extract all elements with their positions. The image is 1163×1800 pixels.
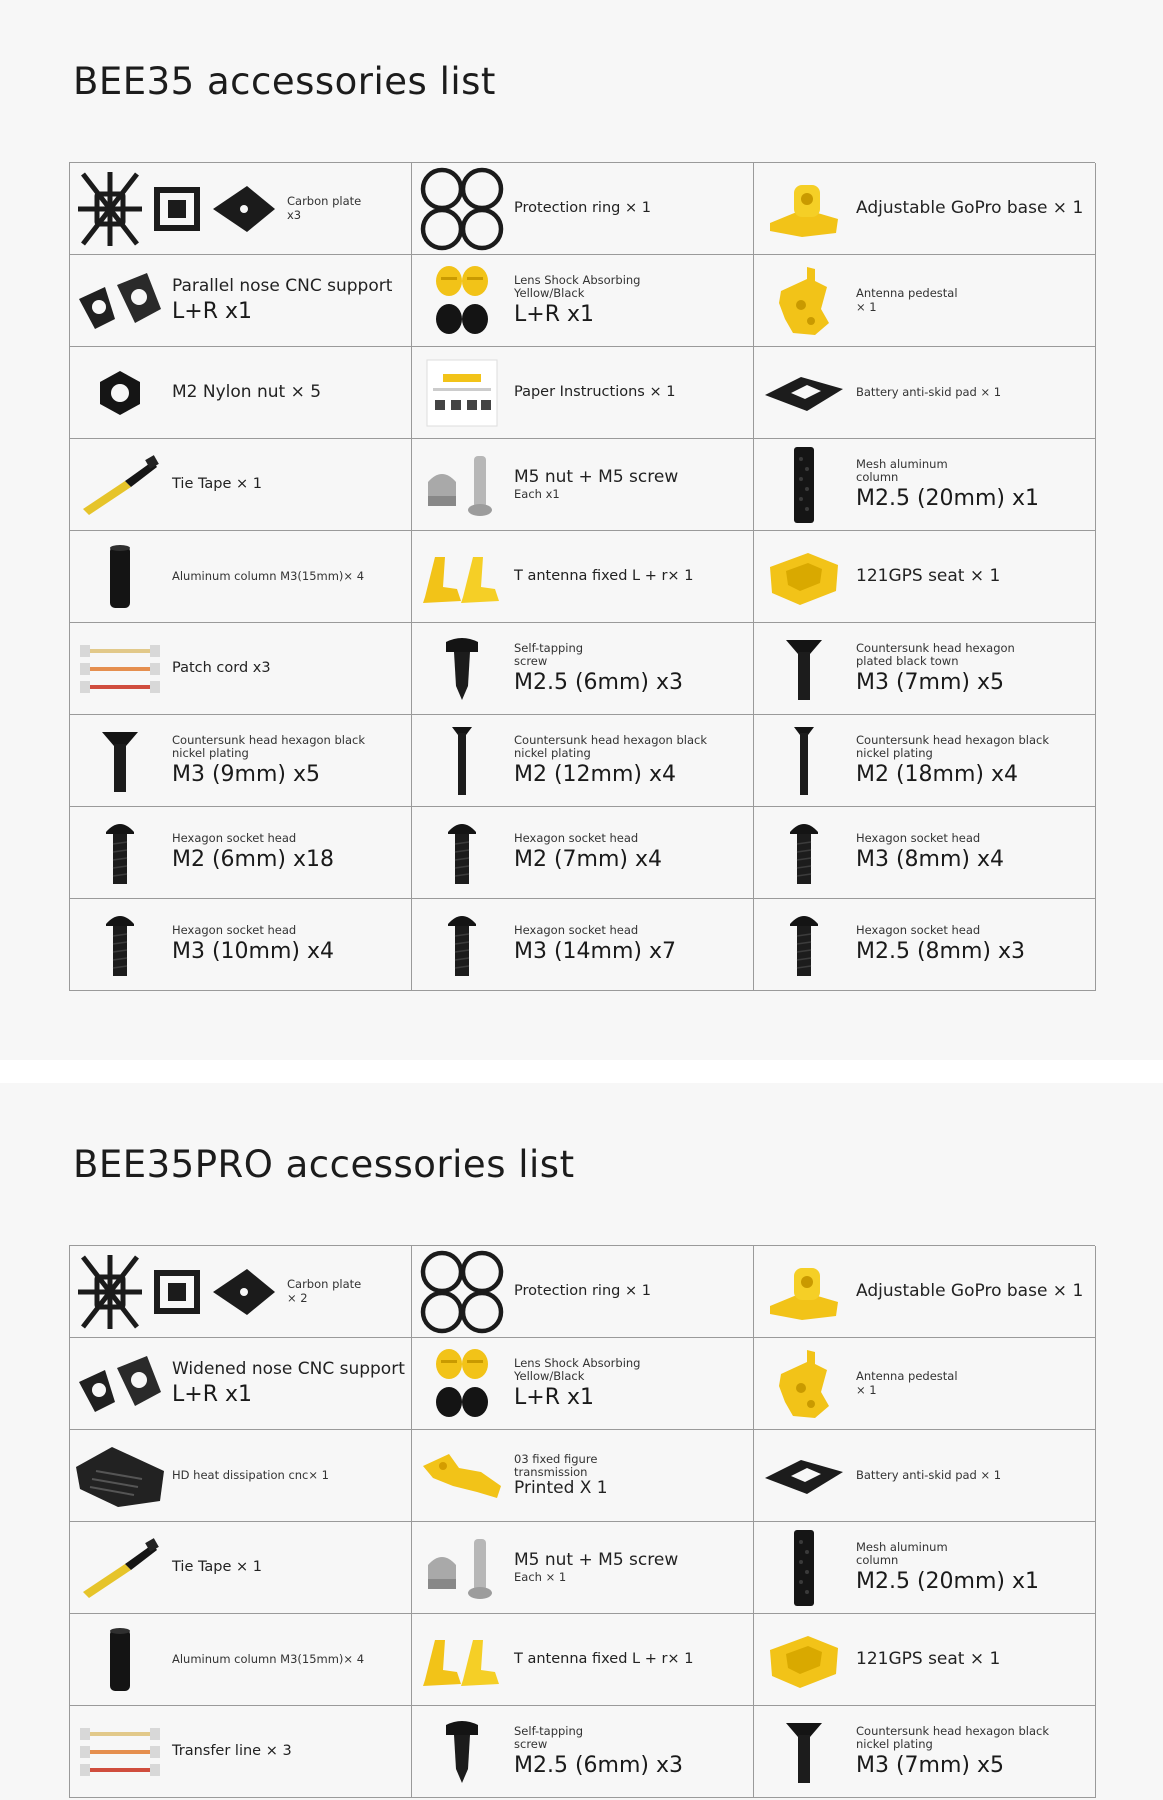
table-cell bbox=[70, 899, 412, 991]
table-cell bbox=[412, 163, 754, 255]
item-text bbox=[285, 1278, 361, 1304]
item-text bbox=[854, 1725, 1049, 1779]
item-label: Hexagon socket head bbox=[514, 923, 639, 938]
item-spec: M3 (7mm) x5 bbox=[856, 1753, 1005, 1779]
item-spec: M2.5 (20mm) x1 bbox=[856, 1569, 1039, 1595]
item-text bbox=[512, 1357, 640, 1411]
item-text bbox=[512, 384, 675, 401]
item-name: Adjustable GoPro base × 1 bbox=[856, 197, 1084, 218]
item-name: Tie Tape × 1 bbox=[172, 476, 263, 493]
item-label: Countersunk head hexagon black bbox=[172, 732, 366, 747]
item-text bbox=[170, 1743, 292, 1760]
self-tapping-screw-icon bbox=[412, 625, 512, 713]
table-cell bbox=[412, 1614, 754, 1706]
item-label: Countersunk head hexagon bbox=[856, 640, 1015, 655]
item-name: M2 Nylon nut × 5 bbox=[172, 381, 322, 402]
item-spec: M2 (7mm) x4 bbox=[514, 847, 663, 873]
item-text bbox=[512, 200, 651, 217]
carbon-plate-icon bbox=[70, 1248, 285, 1336]
socket-screw-icon bbox=[70, 809, 170, 897]
table-cell bbox=[412, 1430, 754, 1522]
item-spec: M3 (8mm) x4 bbox=[856, 847, 1005, 873]
item-text bbox=[854, 1282, 1083, 1302]
table-cell bbox=[70, 1522, 412, 1614]
section-title: BEE35PRO accessories list bbox=[73, 1143, 575, 1186]
table-cell bbox=[754, 347, 1096, 439]
item-name: Patch cord x3 bbox=[172, 660, 271, 677]
item-label-2: × 1 bbox=[856, 299, 877, 314]
item-name: Widened nose CNC support bbox=[172, 1359, 405, 1380]
table-cell bbox=[754, 1522, 1096, 1614]
long-screw-icon bbox=[412, 717, 512, 805]
item-name: M5 nut + M5 screw bbox=[514, 467, 679, 488]
table-cell bbox=[412, 255, 754, 347]
item-label: Countersunk head hexagon black bbox=[514, 732, 708, 747]
item-text bbox=[170, 383, 321, 403]
item-label: Hexagon socket head bbox=[856, 831, 981, 846]
item-spec: M2.5 (6mm) x3 bbox=[514, 1753, 683, 1779]
table-cell bbox=[754, 1614, 1096, 1706]
item-label: Self-tapping bbox=[514, 640, 584, 655]
item-label: Countersunk head hexagon black bbox=[856, 1723, 1050, 1738]
mesh-column-icon bbox=[754, 441, 854, 529]
gps-seat-icon bbox=[754, 1616, 854, 1704]
table-cell bbox=[70, 531, 412, 623]
item-text bbox=[170, 1653, 364, 1666]
item-text bbox=[512, 274, 640, 328]
item-label: Antenna pedestal bbox=[856, 286, 958, 301]
item-text bbox=[512, 924, 676, 965]
table-cell bbox=[412, 1522, 754, 1614]
patch-cord-icon bbox=[70, 625, 170, 713]
item-text bbox=[170, 734, 365, 788]
bee35pro-section bbox=[0, 1083, 1163, 1800]
table-cell bbox=[412, 439, 754, 531]
table-cell bbox=[412, 1338, 754, 1430]
t-antenna-icon bbox=[412, 533, 512, 621]
item-text bbox=[854, 832, 1004, 873]
countersunk-screw-icon bbox=[754, 1708, 854, 1796]
table-cell bbox=[412, 807, 754, 899]
item-label: Aluminum column M3(15mm)× 4 bbox=[172, 1651, 365, 1666]
item-spec: M2 (6mm) x18 bbox=[172, 847, 335, 873]
item-label: Antenna pedestal bbox=[856, 1369, 958, 1384]
item-text bbox=[854, 567, 1000, 587]
gopro-base-icon bbox=[754, 1248, 854, 1336]
table-cell bbox=[70, 439, 412, 531]
table-cell bbox=[754, 255, 1096, 347]
item-text bbox=[854, 1370, 958, 1396]
item-spec: M2 (12mm) x4 bbox=[514, 762, 677, 788]
accessories-table bbox=[69, 162, 1095, 991]
item-label-2: Yellow/Black bbox=[514, 285, 585, 300]
item-text bbox=[170, 1360, 405, 1407]
table-cell bbox=[754, 1338, 1096, 1430]
t-antenna-icon bbox=[412, 1616, 512, 1704]
item-label-2: screw bbox=[514, 1736, 548, 1751]
item-name: 121GPS seat × 1 bbox=[856, 1648, 1001, 1669]
tie-tape-icon bbox=[70, 441, 170, 529]
antenna-pedestal-icon bbox=[754, 257, 854, 345]
table-cell bbox=[754, 1430, 1096, 1522]
table-cell bbox=[754, 715, 1096, 807]
item-name: Protection ring × 1 bbox=[514, 200, 651, 217]
table-cell bbox=[70, 1706, 412, 1798]
item-name: Tie Tape × 1 bbox=[172, 1559, 263, 1576]
table-cell bbox=[754, 1246, 1096, 1338]
self-tapping-screw-icon bbox=[412, 1708, 512, 1796]
item-label: Hexagon socket head bbox=[172, 831, 297, 846]
item-label-2: nickel plating bbox=[514, 745, 591, 760]
table-cell bbox=[754, 807, 1096, 899]
item-text bbox=[854, 924, 1025, 965]
table-cell bbox=[70, 1430, 412, 1522]
item-text bbox=[170, 832, 334, 873]
table-cell bbox=[412, 623, 754, 715]
item-text bbox=[854, 1650, 1000, 1670]
item-quantity: Each × 1 bbox=[514, 1569, 567, 1584]
item-name: Parallel nose CNC support bbox=[172, 276, 393, 297]
item-label-2: screw bbox=[514, 653, 548, 668]
item-spec: M2.5 (6mm) x3 bbox=[514, 670, 683, 696]
item-name: Transfer line × 3 bbox=[172, 1743, 292, 1760]
item-text bbox=[512, 1651, 693, 1668]
carbon-plate-icon bbox=[70, 165, 285, 253]
countersunk-screw-icon bbox=[754, 625, 854, 713]
anti-skid-pad-icon bbox=[754, 1432, 854, 1520]
table-cell bbox=[412, 715, 754, 807]
item-label: Mesh aluminum bbox=[856, 1539, 948, 1554]
item-text bbox=[854, 734, 1049, 788]
socket-screw-icon bbox=[70, 901, 170, 989]
item-text bbox=[170, 924, 334, 965]
table-cell bbox=[754, 531, 1096, 623]
lens-shock-icon bbox=[412, 1340, 512, 1428]
table-cell bbox=[754, 163, 1096, 255]
item-text bbox=[170, 570, 364, 583]
item-text bbox=[170, 277, 392, 324]
item-text bbox=[512, 1283, 651, 1300]
item-name: Protection ring × 1 bbox=[514, 1283, 651, 1300]
item-label: Aluminum column M3(15mm)× 4 bbox=[172, 568, 365, 583]
item-text bbox=[512, 832, 662, 873]
item-spec: M3 (9mm) x5 bbox=[172, 762, 321, 788]
item-label: Countersunk head hexagon black bbox=[856, 732, 1050, 747]
item-label-2: nickel plating bbox=[856, 1736, 933, 1751]
socket-screw-icon bbox=[754, 901, 854, 989]
item-text bbox=[854, 458, 1039, 512]
item-text bbox=[854, 1541, 1039, 1595]
aluminum-column-icon bbox=[70, 533, 170, 621]
paper-instructions-icon bbox=[412, 349, 512, 437]
item-text bbox=[854, 199, 1083, 219]
item-spec: M2 (18mm) x4 bbox=[856, 762, 1019, 788]
item-label-2: transmission bbox=[514, 1464, 588, 1479]
item-label-2: × 1 bbox=[856, 1382, 877, 1397]
item-spec: M2.5 (8mm) x3 bbox=[856, 939, 1025, 965]
item-name: 121GPS seat × 1 bbox=[856, 565, 1001, 586]
aluminum-column-icon bbox=[70, 1616, 170, 1704]
section-title: BEE35 accessories list bbox=[73, 60, 496, 103]
item-text bbox=[854, 642, 1015, 696]
table-cell bbox=[70, 163, 412, 255]
item-text bbox=[512, 642, 683, 696]
item-spec: L+R x1 bbox=[172, 298, 252, 324]
table-cell bbox=[70, 1246, 412, 1338]
socket-screw-icon bbox=[412, 809, 512, 897]
countersunk-screw-icon bbox=[70, 717, 170, 805]
table-cell bbox=[70, 807, 412, 899]
gopro-base-icon bbox=[754, 165, 854, 253]
anti-skid-pad-icon bbox=[754, 349, 854, 437]
item-label-2: plated black town bbox=[856, 653, 959, 668]
item-name: Adjustable GoPro base × 1 bbox=[856, 1280, 1084, 1301]
item-label: Hexagon socket head bbox=[514, 831, 639, 846]
item-text bbox=[512, 1725, 683, 1779]
item-label-2: Yellow/Black bbox=[514, 1368, 585, 1383]
protection-ring-icon bbox=[412, 165, 512, 253]
fixed-figure-icon bbox=[412, 1432, 512, 1520]
item-name: T antenna fixed L + r× 1 bbox=[514, 568, 694, 585]
item-text bbox=[285, 195, 361, 221]
item-name: Paper Instructions × 1 bbox=[514, 384, 676, 401]
table-cell bbox=[70, 623, 412, 715]
heat-dissipation-icon bbox=[70, 1432, 170, 1520]
socket-screw-icon bbox=[754, 809, 854, 897]
antenna-pedestal-icon bbox=[754, 1340, 854, 1428]
table-cell bbox=[70, 1614, 412, 1706]
item-label-2: nickel plating bbox=[172, 745, 249, 760]
item-label: 03 fixed figure bbox=[514, 1451, 598, 1466]
table-cell bbox=[412, 347, 754, 439]
item-name: M5 nut + M5 screw bbox=[514, 1550, 679, 1571]
item-label: HD heat dissipation cnc× 1 bbox=[172, 1467, 329, 1482]
item-label: Carbon plate bbox=[287, 194, 362, 209]
item-name: Printed X 1 bbox=[514, 1477, 608, 1498]
item-text bbox=[170, 1469, 329, 1482]
item-spec: M3 (7mm) x5 bbox=[856, 670, 1005, 696]
item-label: Battery anti-skid pad × 1 bbox=[856, 384, 1002, 399]
item-spec: M2.5 (20mm) x1 bbox=[856, 486, 1039, 512]
item-quantity: Each x1 bbox=[514, 486, 560, 501]
lens-shock-icon bbox=[412, 257, 512, 345]
table-cell bbox=[754, 439, 1096, 531]
table-cell bbox=[70, 715, 412, 807]
item-text bbox=[854, 287, 958, 313]
item-label: Carbon plate bbox=[287, 1277, 362, 1292]
tie-tape-icon bbox=[70, 1524, 170, 1612]
nut-screw-icon bbox=[412, 1524, 512, 1612]
table-cell bbox=[754, 899, 1096, 991]
item-spec: M3 (10mm) x4 bbox=[172, 939, 335, 965]
item-label-2: column bbox=[856, 469, 899, 484]
item-label-2: x3 bbox=[287, 207, 302, 222]
item-label: Hexagon socket head bbox=[856, 923, 981, 938]
item-label-2: column bbox=[856, 1552, 899, 1567]
item-text bbox=[170, 1559, 262, 1576]
item-label: Lens Shock Absorbing bbox=[514, 1355, 641, 1370]
nylon-nut-icon bbox=[70, 349, 170, 437]
table-cell bbox=[70, 1338, 412, 1430]
table-cell bbox=[412, 531, 754, 623]
item-text bbox=[512, 468, 678, 501]
item-label-2: nickel plating bbox=[856, 745, 933, 760]
table-cell bbox=[70, 347, 412, 439]
item-text bbox=[512, 1551, 678, 1584]
item-label: Self-tapping bbox=[514, 1723, 584, 1738]
table-cell bbox=[754, 1706, 1096, 1798]
cnc-support-icon bbox=[70, 1340, 170, 1428]
item-label: Mesh aluminum bbox=[856, 456, 948, 471]
item-spec: L+R x1 bbox=[514, 1385, 594, 1411]
table-cell bbox=[70, 255, 412, 347]
cnc-support-icon bbox=[70, 257, 170, 345]
item-text bbox=[170, 660, 271, 677]
item-text bbox=[512, 1453, 608, 1499]
item-text bbox=[854, 386, 1001, 399]
table-cell bbox=[412, 899, 754, 991]
long-screw-icon bbox=[754, 717, 854, 805]
table-cell bbox=[412, 1246, 754, 1338]
item-text bbox=[170, 476, 262, 493]
accessories-table bbox=[69, 1245, 1095, 1798]
protection-ring-icon bbox=[412, 1248, 512, 1336]
item-label-2: × 2 bbox=[287, 1290, 308, 1305]
patch-cord-icon bbox=[70, 1708, 170, 1796]
item-name: T antenna fixed L + r× 1 bbox=[514, 1651, 694, 1668]
table-cell bbox=[412, 1706, 754, 1798]
table-cell bbox=[754, 623, 1096, 715]
item-label: Battery anti-skid pad × 1 bbox=[856, 1467, 1002, 1482]
item-text bbox=[512, 734, 707, 788]
nut-screw-icon bbox=[412, 441, 512, 529]
item-spec: L+R x1 bbox=[514, 302, 594, 328]
item-label: Hexagon socket head bbox=[172, 923, 297, 938]
mesh-column-icon bbox=[754, 1524, 854, 1612]
item-text bbox=[854, 1469, 1001, 1482]
item-label: Lens Shock Absorbing bbox=[514, 272, 641, 287]
gps-seat-icon bbox=[754, 533, 854, 621]
item-spec: L+R x1 bbox=[172, 1381, 252, 1407]
socket-screw-icon bbox=[412, 901, 512, 989]
item-text bbox=[512, 568, 693, 585]
item-spec: M3 (14mm) x7 bbox=[514, 939, 677, 965]
